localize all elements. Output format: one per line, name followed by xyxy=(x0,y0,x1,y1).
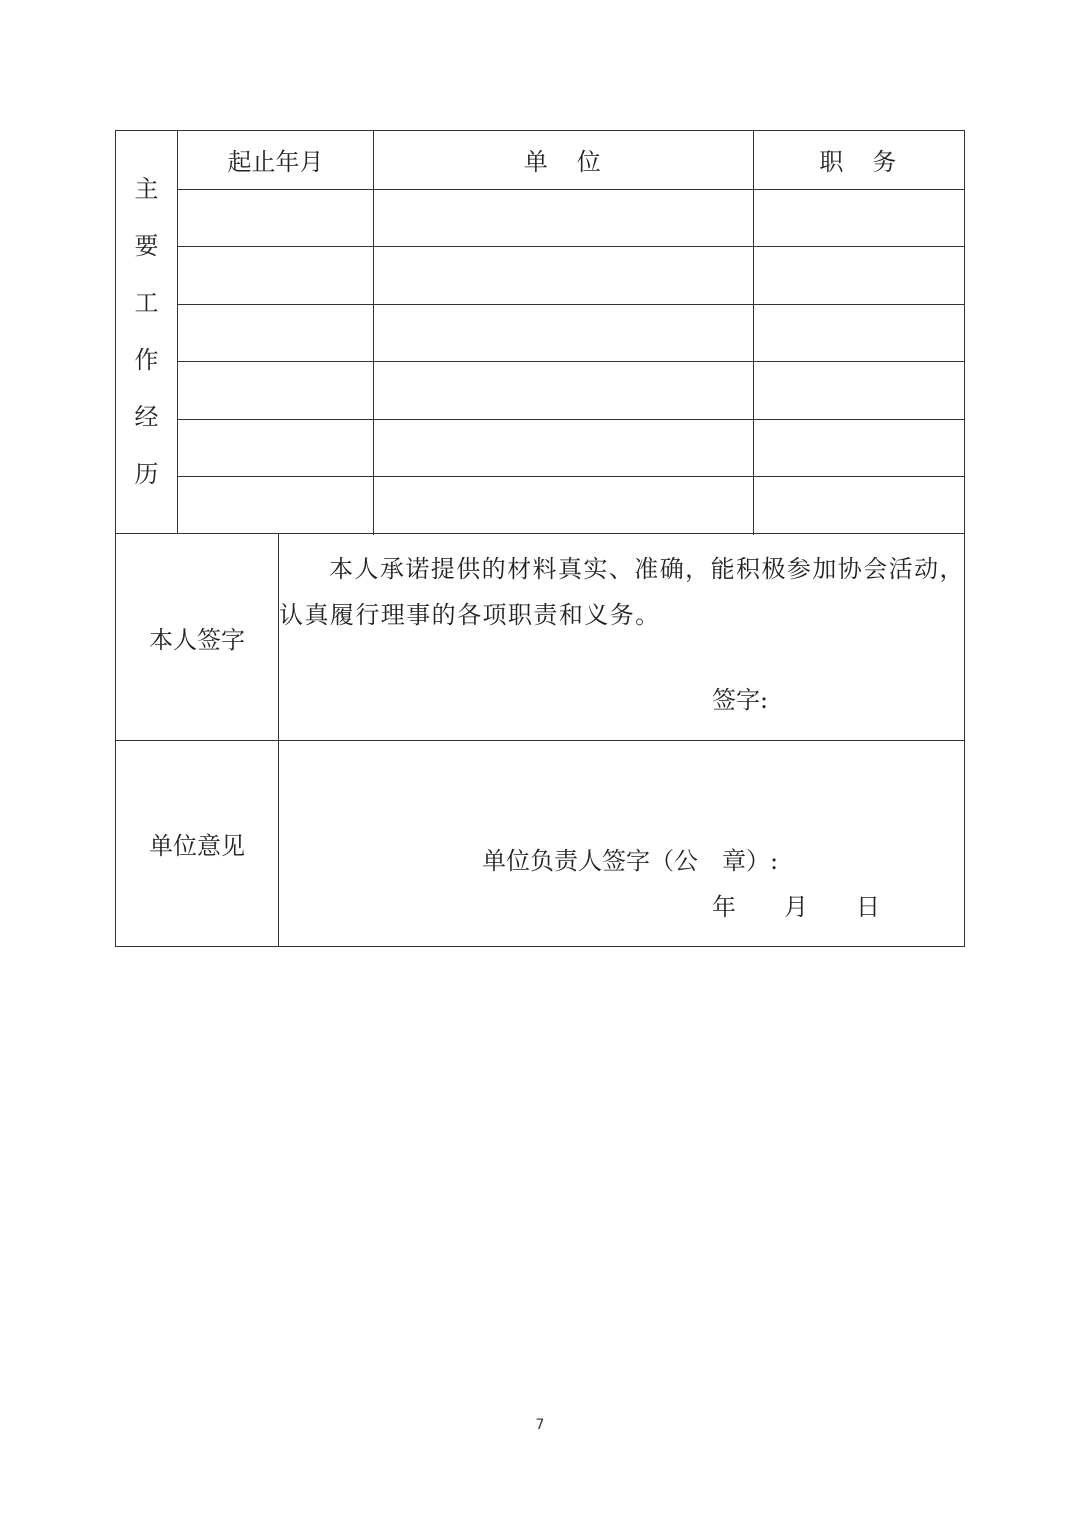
unit-cell[interactable] xyxy=(374,305,754,362)
period-cell[interactable] xyxy=(178,362,374,419)
work-history-table xyxy=(115,130,965,534)
header-position: 职 务 xyxy=(819,148,899,177)
position-cell[interactable] xyxy=(754,247,964,304)
side-label-char: 经 xyxy=(134,403,159,431)
table-row xyxy=(178,419,964,477)
header-period: 起止年月 xyxy=(178,131,374,189)
personal-signature-label: 本人签字 xyxy=(116,534,279,740)
work-history-side-label xyxy=(116,131,178,533)
period-cell[interactable] xyxy=(178,305,374,362)
side-label-char: 作 xyxy=(134,346,159,374)
pledge-line: 本人承诺提供的材料真实、准确，能积极参加协会活动， xyxy=(329,555,965,583)
unit-opinion-label: 单位意见 xyxy=(116,741,279,946)
work-history-grid xyxy=(178,131,964,533)
page-number: 7 xyxy=(535,1417,545,1433)
table-row xyxy=(178,189,964,247)
unit-cell[interactable] xyxy=(374,247,754,304)
table-row xyxy=(178,361,964,419)
unit-cell[interactable] xyxy=(374,362,754,419)
signature-field-label[interactable]: 签字: xyxy=(712,686,769,714)
table-row xyxy=(178,246,964,304)
position-cell[interactable] xyxy=(754,305,964,362)
table-row xyxy=(178,476,964,535)
side-label-char: 历 xyxy=(134,460,159,488)
unit-cell[interactable] xyxy=(374,477,754,535)
period-cell[interactable] xyxy=(178,420,374,477)
period-cell[interactable] xyxy=(178,190,374,247)
pledge-text xyxy=(279,546,965,638)
position-cell[interactable] xyxy=(754,477,964,535)
position-cell[interactable] xyxy=(754,420,964,477)
side-label-char: 主 xyxy=(134,175,159,203)
period-cell[interactable] xyxy=(178,477,374,535)
header-unit: 单 位 xyxy=(374,131,754,189)
unit-cell[interactable] xyxy=(374,420,754,477)
date-label[interactable]: 年 月 日 xyxy=(712,893,880,921)
unit-signer-label[interactable]: 单位负责人签字（公 章）: xyxy=(482,847,779,875)
pledge-line: 认真履行理事的各项职责和义务。 xyxy=(279,601,661,629)
side-label-char: 工 xyxy=(134,289,159,317)
side-label-char: 要 xyxy=(134,232,159,260)
table-header-row xyxy=(178,131,964,189)
position-cell[interactable] xyxy=(754,362,964,419)
unit-opinion-section xyxy=(115,741,965,947)
unit-cell[interactable] xyxy=(374,190,754,247)
position-cell[interactable] xyxy=(754,190,964,247)
table-row xyxy=(178,304,964,362)
personal-signature-section xyxy=(115,534,965,741)
period-cell[interactable] xyxy=(178,247,374,304)
